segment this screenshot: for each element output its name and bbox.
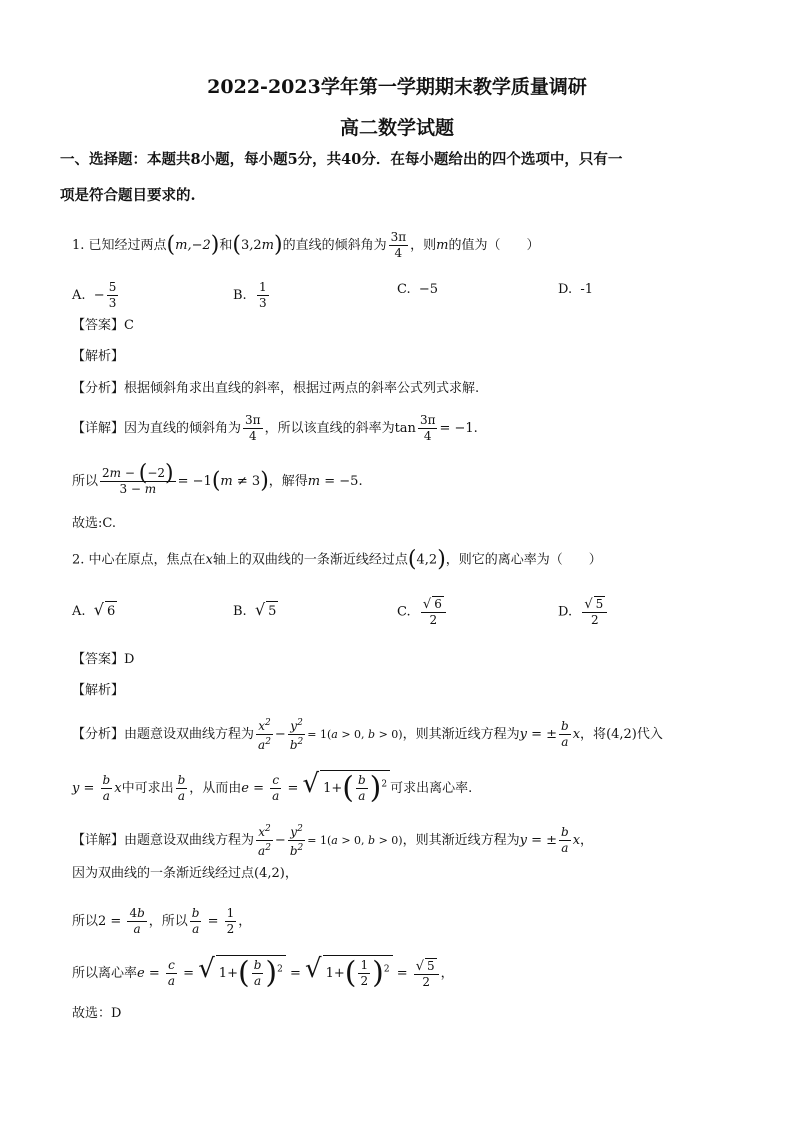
q1-option-b: B. $\frac{1}{3}$ bbox=[233, 280, 267, 310]
q2-conclusion: 故选：D bbox=[72, 1006, 122, 1021]
q1-angle-fraction: $\frac{3\pi}{4}$ bbox=[390, 230, 407, 260]
q2-option-a: A. √ 6 bbox=[72, 600, 117, 622]
q1-option-d: D. -1 bbox=[558, 282, 594, 297]
q2-stem: 2. 中心在原点，焦点在x轴上的双曲线的一条渐近线经过点(4,2)，则它的离心率为（ ） bbox=[72, 547, 602, 572]
section-heading-line1: 一、选择题：本题共8小题，每小题5分，共40分．在每小题给出的四个选项中，只有一 bbox=[60, 151, 623, 168]
q1-fenxi: 【分析】根据倾斜角求出直线的斜率，根据过两点的斜率公式列式求解. bbox=[72, 381, 480, 396]
q1-point-1: (m,−2) bbox=[166, 232, 220, 258]
q2-analysis-label: 【解析】 bbox=[72, 683, 125, 698]
q1-stem: 1. 已知经过两点(m,−2)和(3,2m)的直线的倾斜角为 $\frac{3\pi}{4}$ ，则m的值为（ ） bbox=[72, 230, 540, 260]
q1-option-c: C. −5 bbox=[397, 282, 439, 297]
q2-option-d: D. $\frac{√ 5}{2}$ bbox=[558, 596, 609, 628]
q2-option-b: B. √ 5 bbox=[233, 600, 278, 622]
q1-xiangjie: 【详解】因为直线的倾斜角为 $\frac{3\pi}{4}$ ，所以该直线的斜率为tan $\frac{3\pi}{4}$ = −1. bbox=[72, 413, 478, 443]
q2-xiangjie-line4: 所以离心率e = $\frac{c}{a}$ = √ 1+( $\frac{b}{a}$ )$^2$ = √ 1+( $\frac{1}{2}$ )$^2$ = $\frac{√ 5}{2}$ ， bbox=[72, 954, 454, 991]
q2-answer: 【答案】D bbox=[72, 652, 135, 667]
q1-conclusion: 故选:C. bbox=[72, 516, 116, 531]
q2-xiangjie-line2: 因为双曲线的一条渐近线经过点(4,2)， bbox=[72, 866, 298, 881]
q2-xiangjie-line3: 所以2 = $\frac{4b}{a}$ ，所以 $\frac{b}{a}$ = $\frac{1}{2}$ ， bbox=[72, 906, 252, 936]
q2-xiangjie-line1: 【详解】由题意设双曲线方程为 $\frac{x^2}{a^2}$ − $\frac{y^2}{b^2}$ = 1(a > 0, b > 0)，则其渐近线方程为y = ± $\frac{b}{a}$ x， bbox=[72, 824, 594, 858]
q1-answer: 【答案】C bbox=[72, 318, 134, 333]
q1-solve-line: 所以 $\frac{2m - (-2)}{3 - m}$ = −1(m ≠ 3)，解得m = −5. bbox=[72, 461, 363, 496]
page-subtitle: 高二数学试题 bbox=[339, 117, 454, 139]
q2-fenxi-line1: 【分析】由题意设双曲线方程为 $\frac{x^2}{a^2}$ − $\frac{y^2}{b^2}$ = 1(a > 0, b > 0)，则其渐近线方程为y = ± $\frac{b}{a}$ x，将(4,2)代入 bbox=[72, 718, 663, 752]
section-heading-line2: 项是符合题目要求的. bbox=[60, 187, 196, 204]
q1-analysis-label: 【解析】 bbox=[72, 349, 125, 364]
page-title: 2022-2023学年第一学期期末教学质量调研 bbox=[207, 76, 587, 98]
q2-option-c: C. $\frac{√ 6}{2}$ bbox=[397, 596, 448, 628]
q2-fenxi-line2: y = $\frac{b}{a}$ x中可求出 $\frac{b}{a}$ ，从而由e = $\frac{c}{a}$ = √ 1+( $\frac{b}{a}$ )$^2$ 可求出离心率. bbox=[72, 769, 473, 806]
q1-option-a: A. − $\frac{5}{3}$ bbox=[72, 280, 117, 310]
q1-point-2: (3,2m) bbox=[232, 232, 283, 258]
